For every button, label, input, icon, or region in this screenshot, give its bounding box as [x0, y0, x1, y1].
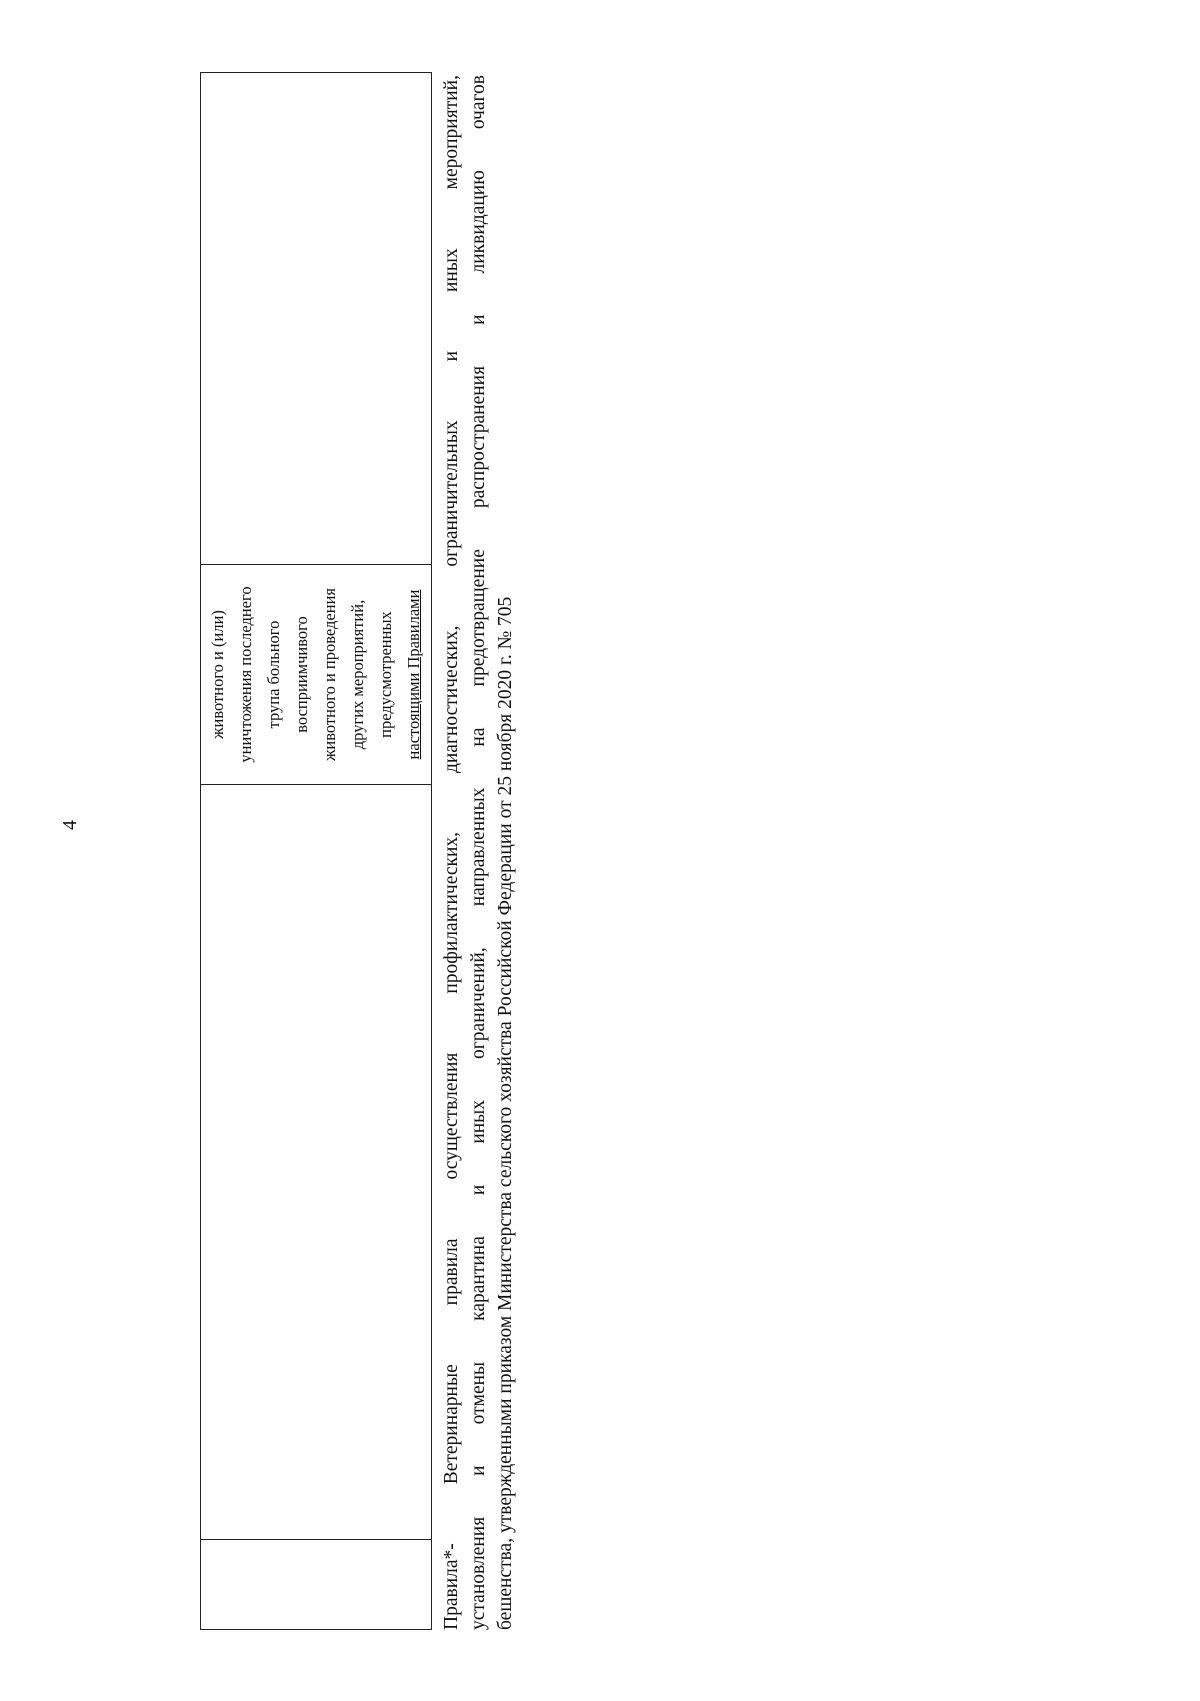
cell-line: трупа больного — [264, 620, 283, 729]
table-cell-empty — [201, 73, 431, 564]
footnote-line: Правила*- Ветеринарные правила осуществления профилактических, диагностических, ограничительных и иных мероприятий, — [441, 75, 462, 1630]
cell-line: животного и проведения — [320, 587, 339, 762]
table-cell-empty — [201, 1539, 431, 1629]
cell-line: предусмотренных — [376, 611, 395, 738]
rotated-content — [200, 70, 520, 1630]
table-cell-empty — [201, 784, 431, 1539]
cell-line: уничтожения последнего — [236, 586, 255, 763]
table — [200, 72, 432, 1630]
table-cell-measures — [201, 564, 431, 784]
cell-line: животного и (или) — [208, 610, 227, 739]
footnote-line: установления и отмены карантина и иных ограничений, направленных на предотвращение распространения и ликвидацию очагов — [468, 75, 489, 1630]
page-number: 4 — [59, 820, 81, 830]
cell-line: других мероприятий, — [348, 599, 367, 750]
footnote-line: бешенства, утвержденными приказом Министерства сельского хозяйства Российской Федерации от 25 ноября 2020 г. № 705 — [495, 596, 516, 1630]
footnote — [438, 75, 519, 1630]
cell-line: настоящими Правилами — [404, 589, 423, 760]
cell-line: восприимчивого — [292, 616, 311, 733]
